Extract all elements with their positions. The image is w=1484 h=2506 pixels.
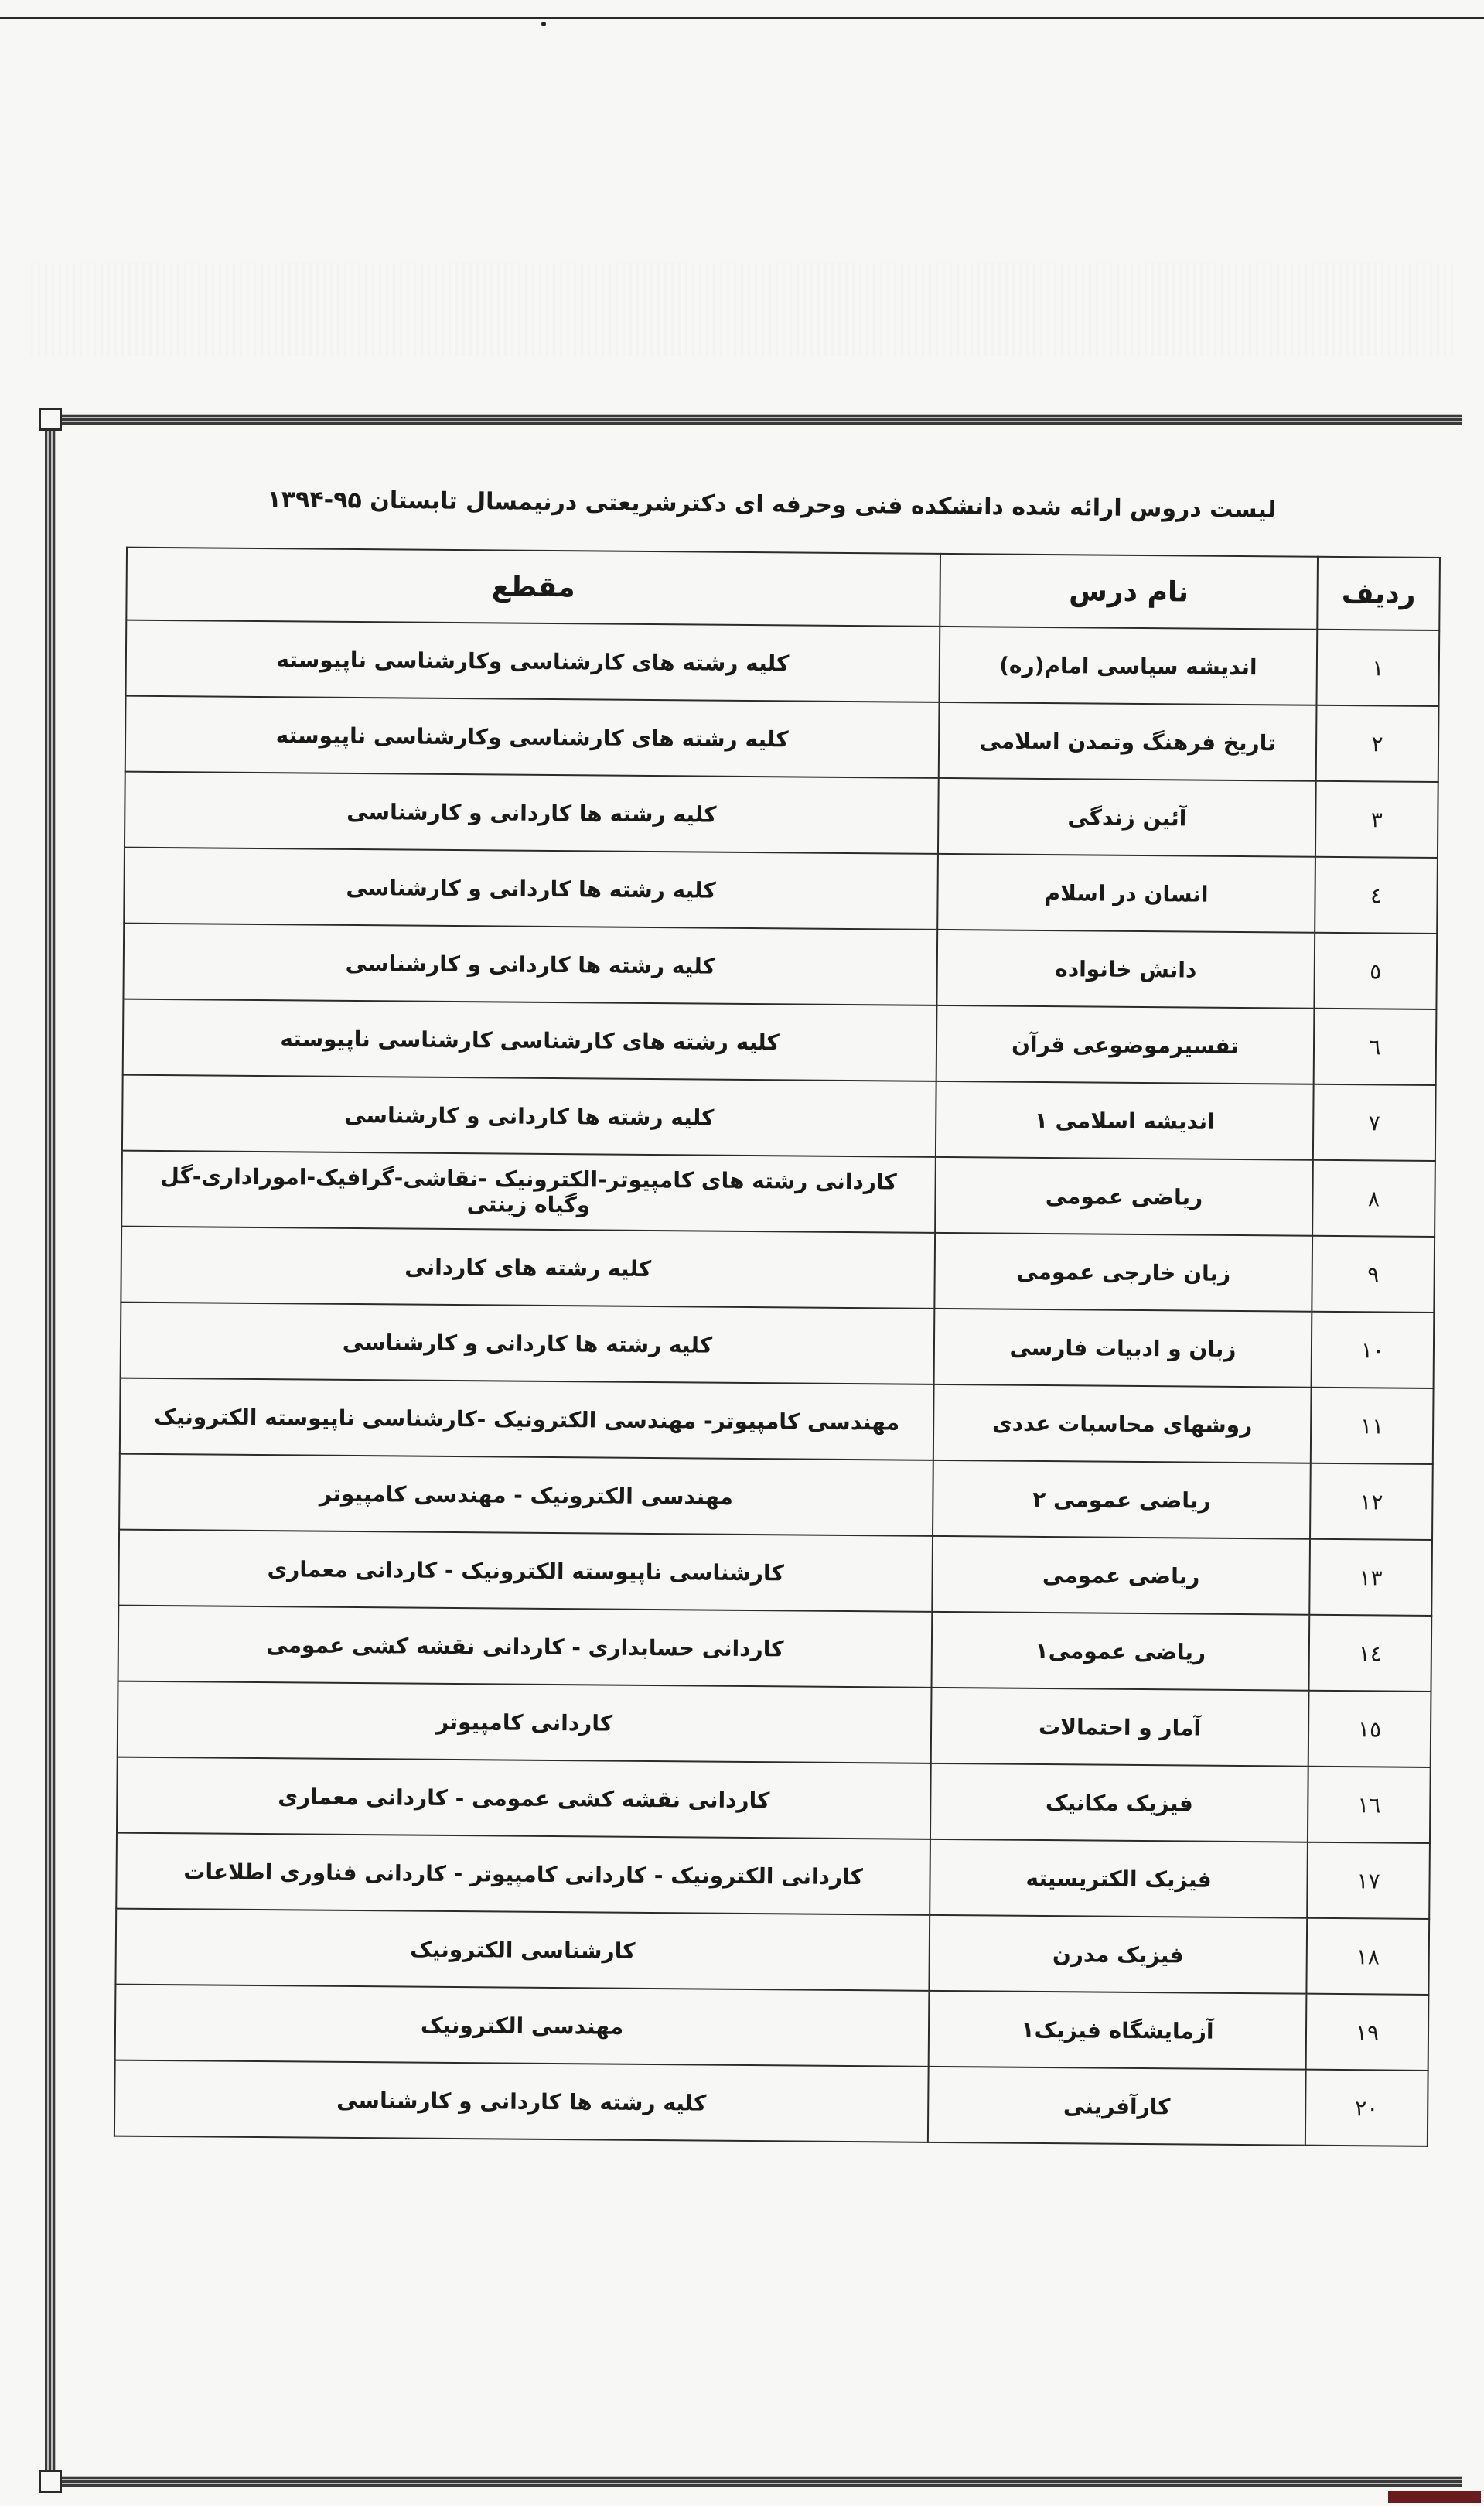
table-body	[114, 620, 1439, 2146]
course-name-cell: ریاضی عمومی	[935, 1157, 1313, 1236]
level-cell: کلیه رشته ها کاردانی و کارشناسی	[122, 1075, 936, 1157]
table-row	[116, 1833, 1430, 1919]
level-cell: کاردانی الکترونیک - کاردانی کامپیوتر - کاردانی فناوری اطلاعات	[116, 1833, 930, 1915]
course-name-cell: دانش خانواده	[936, 930, 1315, 1009]
level-cell: کلیه رشته ها کاردانی و کارشناسی	[114, 2060, 929, 2142]
course-name-cell: ریاضی عمومی	[932, 1536, 1310, 1615]
row-number-cell: ۱۳	[1309, 1539, 1432, 1616]
course-name-cell: زبان خارجی عمومی	[934, 1233, 1312, 1312]
header-row-number: ردیف	[1317, 557, 1440, 630]
scan-dot	[541, 22, 546, 26]
table-row	[125, 772, 1438, 858]
header-course-name: نام درس	[940, 554, 1318, 630]
row-number-cell: ٤	[1315, 857, 1438, 934]
level-cell: کلیه رشته ها کاردانی و کارشناسی	[125, 772, 939, 854]
row-number-cell: ٦	[1314, 1009, 1437, 1085]
frame-left-border	[45, 414, 56, 2487]
level-cell: کاردانی حسابداری - کاردانی نقشه کشی عمومی	[118, 1606, 933, 1688]
table-row	[121, 1303, 1435, 1388]
row-number-cell: ۲	[1316, 705, 1439, 782]
table-row	[123, 999, 1437, 1085]
level-cell: کلیه رشته ها کاردانی و کارشناسی	[123, 924, 937, 1005]
level-cell: مهندسی الکترونیک - مهندسی کامپیوتر	[119, 1454, 933, 1536]
row-number-cell: ۱	[1316, 630, 1439, 706]
table-row	[118, 1530, 1432, 1616]
course-name-cell: زبان و ادبیات فارسی	[934, 1309, 1312, 1388]
table-row	[118, 1606, 1432, 1692]
table-row	[125, 696, 1439, 782]
level-cell: کاردانی نقشه کشی عمومی - کاردانی معماری	[117, 1757, 931, 1839]
course-name-cell: فیزیک الکتریسیته	[930, 1839, 1308, 1918]
row-number-cell: ۷	[1313, 1084, 1436, 1161]
document-title: لیست دروس ارائه شده دانشکده فنی وحرفه ای دکترشریعتی درنیمسال تابستان ۹۵-۱۳۹۴	[267, 486, 1277, 524]
table-row	[122, 1075, 1436, 1161]
site-badge	[1388, 2491, 1481, 2503]
table-row	[121, 1227, 1435, 1313]
level-cell: کاردانی رشته های کامپیوتر-الکترونیک -نقاشی-گرافیک-اموراداری-گل وگیاه زینتی	[121, 1151, 936, 1233]
level-cell: کلیه رشته های کارشناسی وکارشناسی ناپیوسته	[125, 696, 940, 778]
row-number-cell: ۲۰	[1305, 2070, 1428, 2146]
document-frame	[45, 414, 1462, 2487]
level-cell: کلیه رشته های کاردانی	[121, 1227, 935, 1309]
level-cell: کاردانی کامپیوتر	[118, 1681, 932, 1763]
table-row	[114, 2060, 1428, 2146]
course-name-cell: کارآفرینی	[928, 2067, 1306, 2146]
row-number-cell: ۱٦	[1308, 1767, 1431, 1843]
level-cell: کلیه رشته های کارشناسی کارشناسی ناپیوسته	[123, 999, 937, 1081]
course-name-cell: آئین زندگی	[938, 778, 1316, 857]
course-name-cell: ریاضی عمومی ۲	[933, 1460, 1311, 1539]
course-name-cell: فیزیک مدرن	[929, 1915, 1307, 1994]
table-row	[121, 1151, 1435, 1237]
level-cell: کارشناسی ناپیوسته الکترونیک - کاردانی معماری	[118, 1530, 933, 1612]
courses-table	[114, 547, 1441, 2147]
table-row	[119, 1454, 1433, 1540]
table-row	[118, 1681, 1431, 1767]
course-name-cell: تفسیرموضوعی قرآن	[936, 1005, 1315, 1084]
level-cell: کلیه رشته ها کاردانی و کارشناسی	[121, 1303, 935, 1384]
top-rule	[0, 17, 1484, 19]
course-name-cell: اندیشه اسلامی ۱	[936, 1081, 1314, 1160]
table-row	[120, 1378, 1434, 1464]
level-cell: کلیه رشته های کارشناسی وکارشناسی ناپیوسته	[126, 620, 940, 702]
row-number-cell: ۱۷	[1307, 1842, 1430, 1919]
frame-corner-bottom-left	[39, 2470, 62, 2493]
table-header-row	[126, 548, 1440, 630]
table-row	[117, 1757, 1431, 1843]
table-row	[123, 924, 1437, 1009]
row-number-cell: ۱٥	[1308, 1691, 1431, 1767]
row-number-cell: ۱۰	[1312, 1312, 1435, 1388]
level-cell: کارشناسی الکترونیک	[115, 1909, 930, 1991]
header-level: مقطع	[126, 548, 940, 626]
course-name-cell: ریاضی عمومی۱	[931, 1612, 1309, 1691]
row-number-cell: ۱۲	[1310, 1463, 1433, 1540]
row-number-cell: ۱۹	[1306, 1994, 1429, 2071]
course-name-cell: آزمایشگاه فیزیک۱	[929, 1991, 1307, 2070]
frame-top-border	[45, 414, 1462, 425]
course-name-cell: اندیشه سیاسی امام(ره)	[940, 626, 1318, 705]
frame-corner-top-left	[39, 408, 62, 431]
level-cell: مهندسی کامپیوتر- مهندسی الکترونیک -کارشناسی ناپیوسته الکترونیک	[120, 1378, 934, 1460]
row-number-cell: ۱۸	[1306, 1918, 1429, 1995]
course-name-cell: روشهای محاسبات عددی	[933, 1384, 1312, 1463]
table-row	[115, 1909, 1429, 1995]
table-row	[126, 620, 1440, 706]
scan-noise	[31, 263, 1454, 356]
course-name-cell: فیزیک مکانیک	[930, 1763, 1308, 1842]
table-row	[115, 1985, 1429, 2071]
row-number-cell: ۱٤	[1308, 1615, 1431, 1692]
row-number-cell: ۱۱	[1311, 1388, 1434, 1464]
table-row	[124, 848, 1438, 934]
row-number-cell: ۸	[1312, 1160, 1435, 1237]
course-name-cell: تاریخ فرهنگ وتمدن اسلامی	[939, 702, 1317, 781]
level-cell: مهندسی الکترونیک	[115, 1985, 930, 2067]
frame-bottom-border	[45, 2476, 1462, 2487]
level-cell: کلیه رشته ها کاردانی و کارشناسی	[124, 848, 938, 930]
row-number-cell: ۹	[1312, 1236, 1435, 1313]
row-number-cell: ۳	[1315, 781, 1438, 858]
course-name-cell: آمار و احتمالات	[931, 1688, 1309, 1767]
course-name-cell: انسان در اسلام	[937, 854, 1315, 933]
row-number-cell: ٥	[1314, 933, 1437, 1009]
